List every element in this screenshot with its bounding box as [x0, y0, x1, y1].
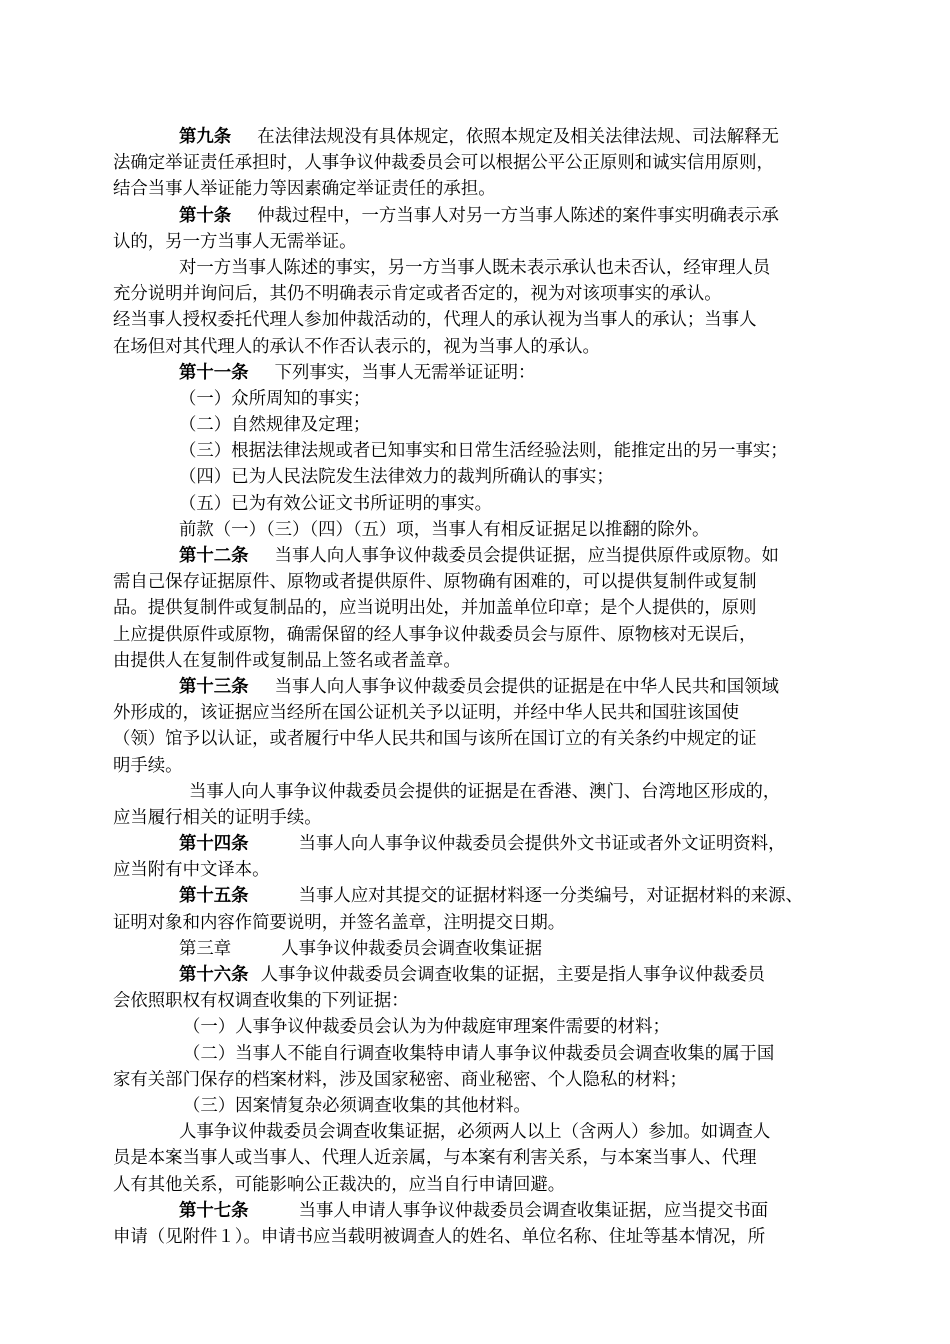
article-9-line-1 [113, 124, 841, 150]
article-9-text: 在法律法规没有具体规定，依照本规定及相关法律法规、司法解释无 [257, 127, 779, 147]
article-14-heading: 第十四条 [179, 834, 249, 855]
article-11-item-4: （四）已为人民法院发生法律效力的裁判所确认的事实； [179, 467, 614, 488]
article-16-item-2-line-2: 家有关部门保存的档案材料，涉及国家秘密、商业秘密、个人隐私的材料； [113, 1069, 687, 1090]
chapter-3-number: 第三章 [179, 938, 232, 959]
article-10-para-3-line-2: 在场但对其代理人的承认不作否认表示的，视为当事人的承认。 [113, 336, 600, 357]
article-11-line-1 [113, 360, 841, 386]
article-13-line-4: 明手续。 [113, 755, 183, 776]
article-17-text: 当事人申请人事争议仲裁委员会调查收集证据，应当提交书面 [298, 1200, 769, 1221]
article-13-line-2: 外形成的，该证据应当经所在国公证机关予以证明，并经中华人民共和国驻该国使 [113, 703, 740, 724]
article-16-item-3: （三）因案情复杂必须调查收集的其他材料。 [183, 1095, 531, 1116]
article-16-text: 人事争议仲裁委员会调查收集的证据，主要是指人事争议仲裁委员 [260, 965, 765, 985]
article-10-para-2-line-1: 对一方当事人陈述的事实，另一方当事人既未表示承认也未否认，经审理人员 [179, 257, 771, 278]
article-9-line-3: 结合当事人举证能力等因素确定举证责任的承担。 [113, 179, 496, 200]
article-16-para-2-line-1: 人事争议仲裁委员会调查收集证据，必须两人以上（含两人）参加。如调查人 [179, 1122, 771, 1143]
article-10-para-3-line-1: 经当事人授权委托代理人参加仲裁活动的，代理人的承认视为当事人的承认；当事人 [113, 310, 757, 331]
article-14-line-2: 应当附有中文译本。 [113, 860, 270, 881]
article-16-para-2-line-2: 员是本案当事人或当事人、代理人近亲属，与本案有利害关系，与本案当事人、代理 [113, 1148, 757, 1169]
article-11-tail: 前款（一）（三）（四）（五）项，当事人有相反证据足以推翻的除外。 [179, 519, 710, 540]
article-16-line-1 [113, 962, 841, 988]
article-9-heading: 第九条 [179, 127, 232, 147]
article-15-line-2: 证明对象和内容作简要说明，并签名盖章，注明提交日期。 [113, 912, 566, 933]
article-12-line-2: 需自己保存证据原件、原物或者提供原件、原物确有困难的，可以提供复制件或复制 [113, 572, 757, 593]
article-16-heading: 第十六条 [179, 965, 249, 985]
article-11-heading: 第十一条 [179, 362, 249, 383]
article-12-text: 当事人向人事争议仲裁委员会提供证据，应当提供原件或原物。如 [274, 546, 779, 566]
article-16-item-2-line-1: （二）当事人不能自行调查收集特申请人事争议仲裁委员会调查收集的属于国 [183, 1043, 775, 1064]
article-13-line-1 [113, 674, 841, 700]
article-11-item-3: （三）根据法律法规或者已知事实和日常生活经验法则，能推定出的另一事实； [179, 441, 788, 462]
article-14-text: 当事人向人事争议仲裁委员会提供外文书证或者外文证明资料， [298, 834, 786, 855]
article-16-para-2-line-3: 人有其他关系，可能影响公正裁决的，应当自行申请回避。 [113, 1174, 566, 1195]
article-11-item-1: （一）众所周知的事实； [179, 388, 371, 409]
document-body [113, 124, 841, 1250]
chapter-3-title: 人事争议仲裁委员会调查收集证据 [281, 938, 543, 959]
article-10-line-2: 认的，另一方当事人无需举证。 [113, 231, 357, 252]
article-11-item-5: （五）已为有效公证文书所证明的事实。 [179, 493, 493, 514]
article-17-line-2: 申请（见附件１）。申请书应当载明被调查人的姓名、单位名称、住址等基本情况，所 [113, 1226, 766, 1247]
article-15-line-1 [113, 883, 841, 909]
article-10-para-2-line-2: 充分说明并询问后，其仍不明确表示肯定或者否定的，视为对该项事实的承认。 [113, 284, 722, 305]
article-13-para-2-line-1: 当事人向人事争议仲裁委员会提供的证据是在香港、澳门、台湾地区形成的， [189, 781, 781, 802]
article-12-heading: 第十二条 [179, 546, 249, 566]
article-10-text: 仲裁过程中，一方当事人对另一方当事人陈述的案件事实明确表示承 [257, 205, 779, 226]
article-12-line-5: 由提供人在复制件或复制品上签名或者盖章。 [113, 650, 461, 671]
article-16-line-2: 会依照职权有权调查收集的下列证据： [113, 991, 409, 1012]
article-13-heading: 第十三条 [179, 676, 249, 697]
article-16-item-1: （一）人事争议仲裁委员会认为为仲裁庭审理案件需要的材料； [183, 1017, 670, 1038]
article-11-item-2: （二）自然规律及定理； [179, 415, 371, 436]
article-11-text: 下列事实，当事人无需举证证明： [274, 362, 536, 383]
article-12-line-4: 上应提供原件或原物，确需保留的经人事争议仲裁委员会与原件、原物核对无误后， [113, 624, 757, 645]
article-10-heading: 第十条 [179, 205, 232, 226]
article-17-line-1 [113, 1198, 841, 1224]
article-10-line-1 [113, 203, 841, 229]
article-15-text: 当事人应对其提交的证据材料逐一分类编号，对证据材料的来源、 [298, 886, 803, 907]
article-13-line-3: （领）馆予以认证，或者履行中华人民共和国与该所在国订立的有关条约中规定的证 [113, 729, 757, 750]
article-14-line-1 [113, 831, 841, 857]
article-15-heading: 第十五条 [179, 886, 249, 907]
article-17-heading: 第十七条 [179, 1200, 249, 1221]
article-13-text: 当事人向人事争议仲裁委员会提供的证据是在中华人民共和国领域 [274, 676, 779, 697]
article-9-line-2: 法确定举证责任承担时，人事争议仲裁委员会可以根据公平公正原则和诚实信用原则， [113, 153, 774, 174]
article-13-para-2-line-2: 应当履行相关的证明手续。 [113, 807, 322, 828]
chapter-3-heading [113, 936, 841, 962]
article-12-line-3: 品。提供复制件或复制品的，应当说明出处，并加盖单位印章；是个人提供的，原则 [113, 598, 757, 619]
article-12-line-1 [113, 543, 841, 569]
